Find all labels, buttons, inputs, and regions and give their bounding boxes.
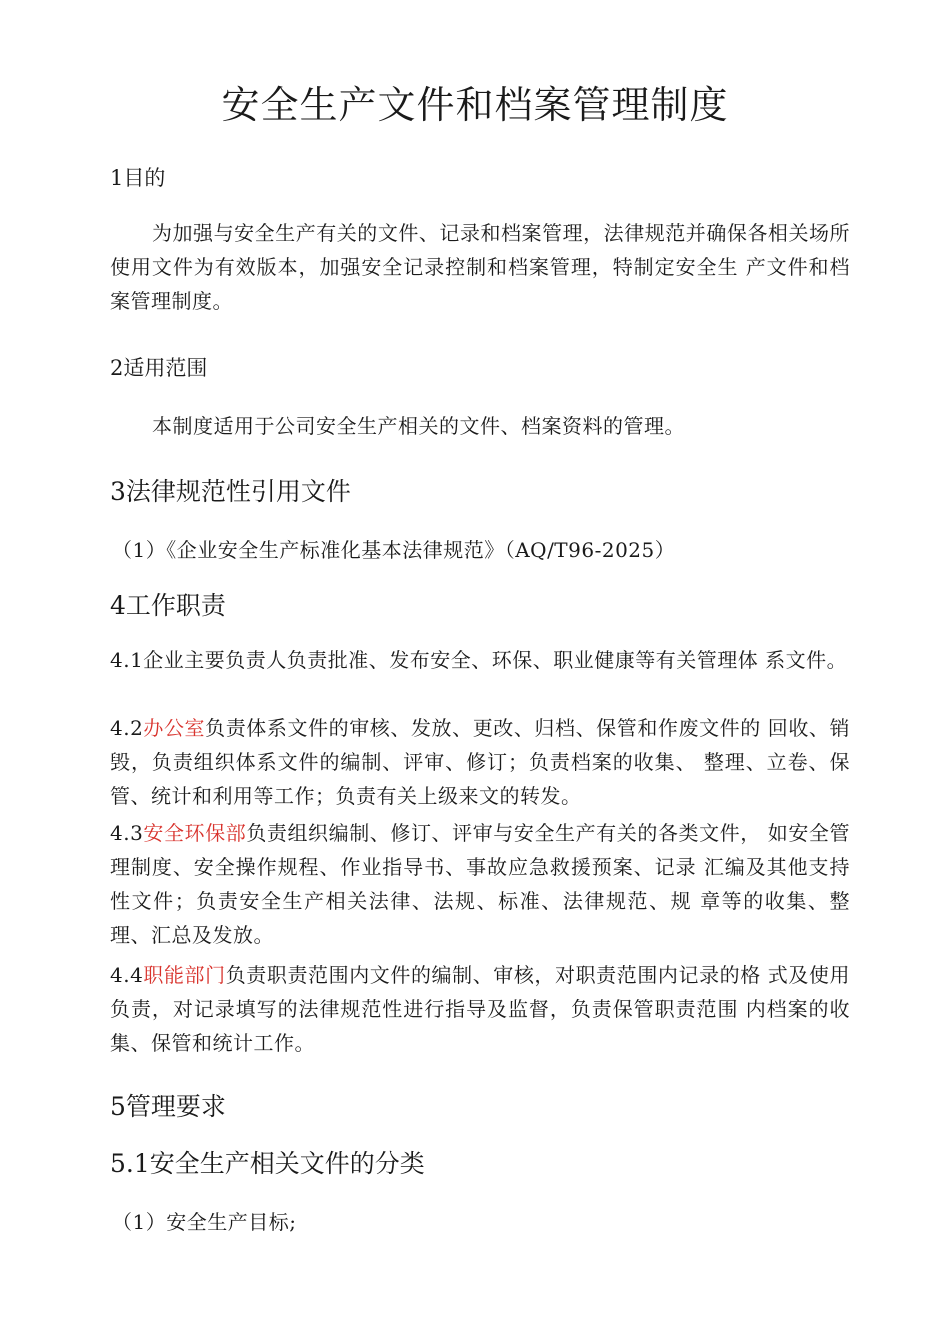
clause-text: 负责职责范围内文件的编制、审核，对职责范围内记录的格 式及使用负责，对记录填写的法律规范性进行指导及监督，负责保管职责范围 内档案的收集、保管和统计工作。 bbox=[110, 963, 850, 1055]
section-5-heading: 5管理要求 bbox=[110, 1092, 226, 1121]
clause-number: 4.3 bbox=[110, 821, 144, 845]
clause-number: 4.2 bbox=[110, 716, 144, 740]
section-1-body: 为加强与安全生产有关的文件、记录和档案管理，法律规范并确保各相关场所使用文件为有效版本，加强安全记录控制和档案管理，特制定安全生 产文件和档案管理制度。 bbox=[110, 221, 850, 313]
section-3-item-1: （1）《企业安全生产标准化基本法律规范》（AQ/T96-2025） bbox=[112, 538, 676, 562]
department-name: 职能部门 bbox=[143, 963, 226, 987]
section-2-heading: 2适用范围 bbox=[110, 356, 208, 380]
section-2-body: 本制度适用于公司安全生产相关的文件、档案资料的管理。 bbox=[152, 414, 685, 438]
department-name: 办公室 bbox=[143, 716, 206, 740]
section-5-1-item-1: （1）安全生产目标; bbox=[112, 1210, 297, 1234]
section-4-paragraph-3 bbox=[110, 816, 850, 952]
section-1-heading: 1目的 bbox=[110, 166, 166, 190]
clause-text: 负责体系文件的审核、发放、更改、归档、保管和作废文件的 回收、销毁，负责组织体系文件的编制、评审、修订；负责档案的收集、 整理、立卷、保管、统计和利用等工作；负责有关上级来文的转发。 bbox=[110, 716, 851, 808]
section-4-paragraph-4 bbox=[110, 958, 850, 1060]
section-4-paragraph-1: 4.1企业主要负责人负责批准、发布安全、环保、职业健康等有关管理体 系文件。 bbox=[110, 648, 848, 672]
section-3-heading: 3法律规范性引用文件 bbox=[110, 477, 351, 506]
section-4-heading: 4工作职责 bbox=[110, 591, 226, 620]
section-4-paragraph-2 bbox=[110, 711, 850, 813]
document-title: 安全生产文件和档案管理制度 bbox=[221, 83, 729, 127]
clause-text: 负责组织编制、修订、评审与安全生产有关的各类文件， 如安全管理制度、安全操作规程、作业指导书、事故应急救援预案、记录 汇编及其他支持性文件；负责安全生产相关法律、法规、标准、法律规范、规 章等的收集、整理、汇总及发放。 bbox=[110, 821, 851, 947]
clause-number: 4.4 bbox=[110, 963, 144, 987]
section-5-1-heading: 5.1安全生产相关文件的分类 bbox=[110, 1149, 425, 1178]
department-name: 安全环保部 bbox=[143, 821, 247, 845]
